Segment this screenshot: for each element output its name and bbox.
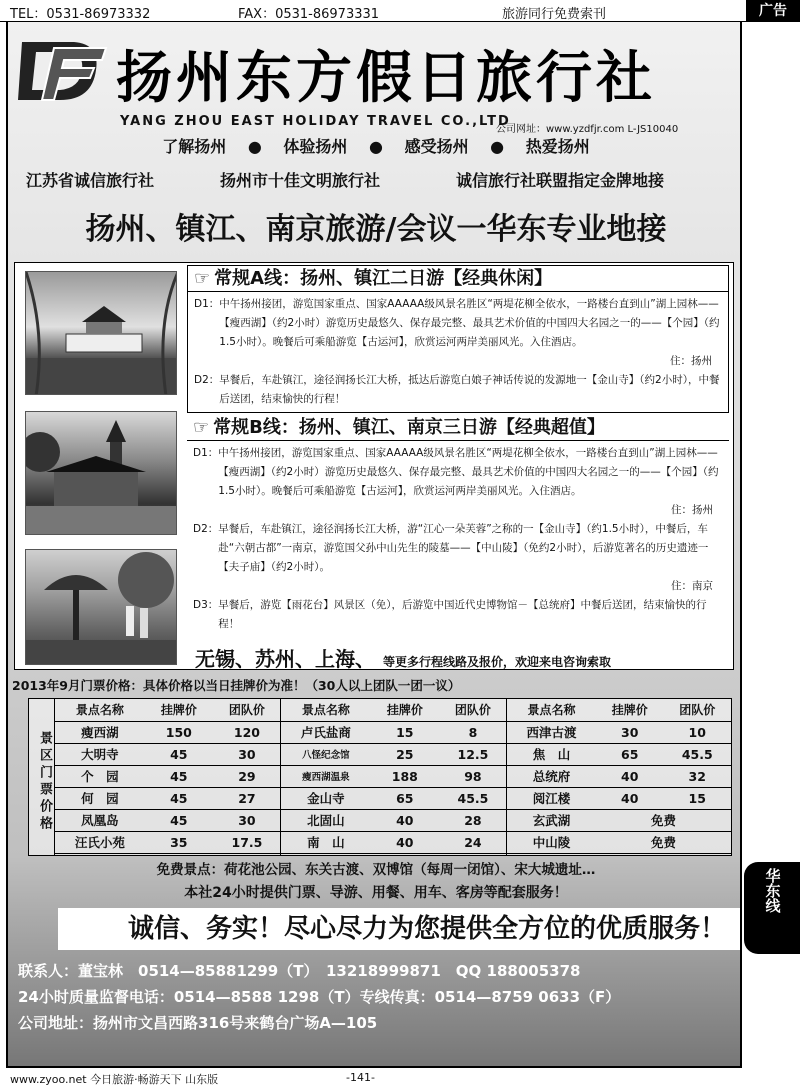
page-number: -141- — [346, 1071, 375, 1084]
ad-frame — [6, 22, 742, 1068]
route-b-day1: D1： 中午扬州接团，游览国家重点、国家AAAAA级风景名胜区“两堤花柳全依水，一路楼台直到山”湖上园林——【瘦西湖】（约2小时）游览历史最悠久、保存最完整、最具艺术价值的中国四大名园之一的——【个园】（约1.5小时）。晚餐后可乘船游览【古运河】，欣赏运河两岸美丽风光。入住酒店。 — [193, 447, 719, 497]
slogan-item: 体验扬州 — [283, 137, 348, 156]
price-header-cell: 挂牌价 — [596, 699, 664, 721]
slogan-item: 热爱扬州 — [525, 137, 590, 156]
group-price: 12.5 — [439, 743, 507, 765]
group-price: 30 — [213, 809, 281, 831]
slogan-item: 了解扬州 — [162, 137, 227, 156]
attraction-name: 瘦西湖 — [55, 721, 145, 743]
price-heading: 2013年9月门票价格：具体价格以当日挂牌价为准！（30人以上团队一团一议） — [12, 678, 461, 693]
price-header-cell: 景点名称 — [507, 699, 596, 721]
attraction-name: 瘦西湖温泉 — [281, 765, 371, 787]
pagoda-illustration — [26, 412, 177, 535]
list-price: 150 — [145, 721, 213, 743]
more-cities: 无锡、苏州、上海、 — [195, 647, 375, 671]
pavilion-illustration — [26, 272, 177, 395]
more-routes-row — [195, 643, 611, 672]
route-b-day1-stay: 住：扬州 — [671, 504, 713, 516]
list-price: 40 — [596, 765, 664, 787]
contact-person-line: 联系人：董宝林 0514—85881299（T） 13218999871 QQ 188005378 — [18, 962, 581, 980]
attraction-name: 凤凰岛 — [55, 809, 145, 831]
attraction-name: 阅江楼 — [507, 787, 596, 809]
price-free: 免费 — [596, 831, 731, 853]
ad-tag: 广告 — [746, 0, 800, 22]
hotline-line: 24小时质量监督电话：0514—8588 1298（T）专线传真：0514—8759 0633（F） — [18, 988, 621, 1006]
free-attractions: 免费景点：荷花池公园、东关古渡、双博馆（每周一闭馆）、宋大城遗址… — [156, 862, 596, 878]
company-logo — [14, 34, 110, 108]
route-a-day1: D1： 中午扬州接团，游览国家重点、国家AAAAA级风景名胜区“两堤花柳全依水，一路楼台直到山”湖上园林——【瘦西湖】（约2小时）游览历史最悠久、保存最完整、最具艺术价值的中国四大名园之一的——【个园】（约1.5小时）。晚餐后可乘船游览【古运河】，欣赏运河两岸美丽风光。入住酒店。 — [194, 298, 720, 348]
price-header-cell: 挂牌价 — [145, 699, 213, 721]
attraction-name: 西津古渡 — [507, 721, 596, 743]
price-free: 免费 — [596, 809, 731, 831]
route-b-day2-stay: 住：南京 — [671, 580, 713, 592]
group-price: 27 — [213, 787, 281, 809]
route-b-day3: D3： 早餐后，游览【雨花台】风景区（免），后游览中国近代史博物馆－【总统府】中餐后送团，结束愉快的行程！ — [193, 599, 707, 630]
address-line: 公司地址：扬州市文昌西路316号来鹤台广场A—105 — [18, 1014, 378, 1032]
east-china-route-tab: 华东线 — [744, 862, 800, 954]
price-row — [281, 743, 507, 765]
attraction-name: 总统府 — [507, 765, 596, 787]
company-website: 公司网址：www.yzdfjr.com L-JS10040 — [496, 124, 679, 135]
price-row — [55, 831, 281, 853]
group-price: 8 — [439, 721, 507, 743]
price-row — [507, 809, 731, 831]
honor-item: 诚信旅行社联盟指定金牌地接 — [456, 171, 665, 190]
tel-number: TEL：0531-86973332 — [10, 7, 151, 22]
price-row — [281, 809, 507, 831]
price-header-cell: 景点名称 — [281, 699, 371, 721]
service-statement: 本社24小时提供门票、导游、用餐、用车、客房等配套服务！ — [184, 885, 568, 901]
list-price: 65 — [596, 743, 664, 765]
attraction-name: 焦 山 — [507, 743, 596, 765]
group-price: 32 — [663, 765, 731, 787]
list-price: 45 — [145, 743, 213, 765]
price-row — [55, 765, 281, 787]
price-side-label: 景区门票价格 — [29, 699, 55, 855]
free-index-text: 旅游同行免费索刊 — [502, 7, 607, 22]
bullet-icon: ● — [353, 137, 399, 156]
attraction-name: 中山陵 — [507, 831, 596, 853]
bullet-icon: ● — [474, 137, 521, 156]
price-header-cell: 团队价 — [439, 699, 507, 721]
attraction-name: 大明寺 — [55, 743, 145, 765]
contact-block — [18, 958, 738, 1036]
attraction-name: 个 园 — [55, 765, 145, 787]
price-row — [507, 787, 731, 809]
footer-site: www.zyoo.net 今日旅游·畅游天下 山东版 — [10, 1073, 219, 1086]
slogan-row — [8, 134, 742, 157]
attraction-name: 南 山 — [281, 831, 371, 853]
price-header-cell: 景点名称 — [55, 699, 145, 721]
price-row — [281, 721, 507, 743]
list-price: 65 — [371, 787, 439, 809]
company-english-name: YANG ZHOU EAST HOLIDAY TRAVEL CO.,LTD — [120, 114, 511, 129]
list-price: 45 — [145, 765, 213, 787]
photo-pagoda-temple — [25, 411, 177, 535]
company-motto: 诚信、务实！尽心尽力为您提供全方位的优质服务！ — [58, 908, 742, 950]
pointing-hand-icon: ☞ — [194, 268, 211, 289]
main-headline: 扬州、镇江、南京旅游/会议一华东专业地接 — [85, 212, 667, 247]
honor-item: 江苏省诚信旅行社 — [26, 171, 155, 190]
group-price: 45.5 — [663, 743, 731, 765]
page-footer — [0, 1068, 800, 1086]
route-b-day2: D2： 早餐后，车赴镇江，途径润扬长江大桥，游“江心一朵芙蓉”之称的一【金山寺】（约1.5小时），中餐后，车赴“六朝古都”一南京，游览国父孙中山先生的陵墓——【中山陵】（免约2小时），后游览著名的历史遗迹一【夫子庙】（约2小时）。 — [193, 523, 709, 573]
list-price: 15 — [371, 721, 439, 743]
group-price: 15 — [663, 787, 731, 809]
price-row — [55, 809, 281, 831]
group-price: 17.5 — [213, 831, 281, 853]
company-name: 扬州东方假日旅行社 — [116, 46, 656, 111]
group-price: 10 — [663, 721, 731, 743]
bullet-icon: ● — [231, 137, 278, 156]
route-a — [187, 265, 729, 413]
tour-routes-panel — [14, 262, 734, 670]
price-row — [507, 743, 731, 765]
price-row — [507, 831, 731, 853]
more-routes-note: 等更多行程线路及报价，欢迎来电咨询索取 — [383, 655, 612, 669]
slogan-item: 感受扬州 — [404, 137, 469, 156]
list-price: 35 — [145, 831, 213, 853]
list-price: 188 — [371, 765, 439, 787]
price-column-1 — [55, 699, 281, 855]
list-price: 30 — [596, 721, 664, 743]
top-info-bar — [0, 0, 800, 22]
route-a-title: ☞ 常规A线：扬州、镇江二日游【经典休闲】 — [188, 266, 728, 292]
route-b — [187, 415, 729, 665]
price-row — [281, 787, 507, 809]
group-price: 24 — [439, 831, 507, 853]
price-header-cell: 团队价 — [213, 699, 281, 721]
list-price: 45 — [145, 787, 213, 809]
attraction-name: 汪氏小苑 — [55, 831, 145, 853]
group-price: 98 — [439, 765, 507, 787]
attraction-name: 卢氏盐商 — [281, 721, 371, 743]
brand-header — [8, 30, 742, 135]
price-header-cell: 挂牌价 — [371, 699, 439, 721]
attraction-name: 北固山 — [281, 809, 371, 831]
group-price: 29 — [213, 765, 281, 787]
attraction-name: 何 园 — [55, 787, 145, 809]
list-price: 40 — [371, 809, 439, 831]
price-header-cell: 团队价 — [663, 699, 731, 721]
route-a-day1-stay: 住：扬州 — [670, 355, 712, 367]
price-row — [507, 765, 731, 787]
photo-five-pavilion-bridge — [25, 271, 177, 395]
price-row — [507, 721, 731, 743]
attraction-name: 玄武湖 — [507, 809, 596, 831]
price-row — [55, 787, 281, 809]
group-price: 30 — [213, 743, 281, 765]
price-column-2 — [281, 699, 507, 855]
attraction-name: 金山寺 — [281, 787, 371, 809]
route-b-title: ☞ 常规B线：扬州、镇江、南京三日游【经典超值】 — [187, 415, 729, 441]
list-price: 45 — [145, 809, 213, 831]
fax-number: FAX：0531-86973331 — [238, 7, 380, 22]
attraction-name: 八怪纪念馆 — [281, 743, 371, 765]
price-row — [55, 743, 281, 765]
group-price: 28 — [439, 809, 507, 831]
honor-item: 扬州市十佳文明旅行社 — [220, 171, 381, 190]
garden-illustration — [26, 550, 177, 665]
price-row — [281, 765, 507, 787]
list-price: 40 — [596, 787, 664, 809]
photo-garden-pavilion — [25, 549, 177, 665]
group-price: 120 — [213, 721, 281, 743]
pointing-hand-icon: ☞ — [193, 417, 210, 438]
price-column-3 — [507, 699, 731, 855]
group-price: 45.5 — [439, 787, 507, 809]
price-row — [55, 721, 281, 743]
route-a-day2: D2： 早餐后，车赴镇江，途径润扬长江大桥，抵达后游览白娘子神话传说的发源地一【金山寺】（约2小时），中餐后送团，结束愉快的行程！ — [194, 374, 720, 405]
list-price: 40 — [371, 831, 439, 853]
price-row — [281, 831, 507, 853]
ticket-price-table — [28, 698, 732, 856]
list-price: 25 — [371, 743, 439, 765]
